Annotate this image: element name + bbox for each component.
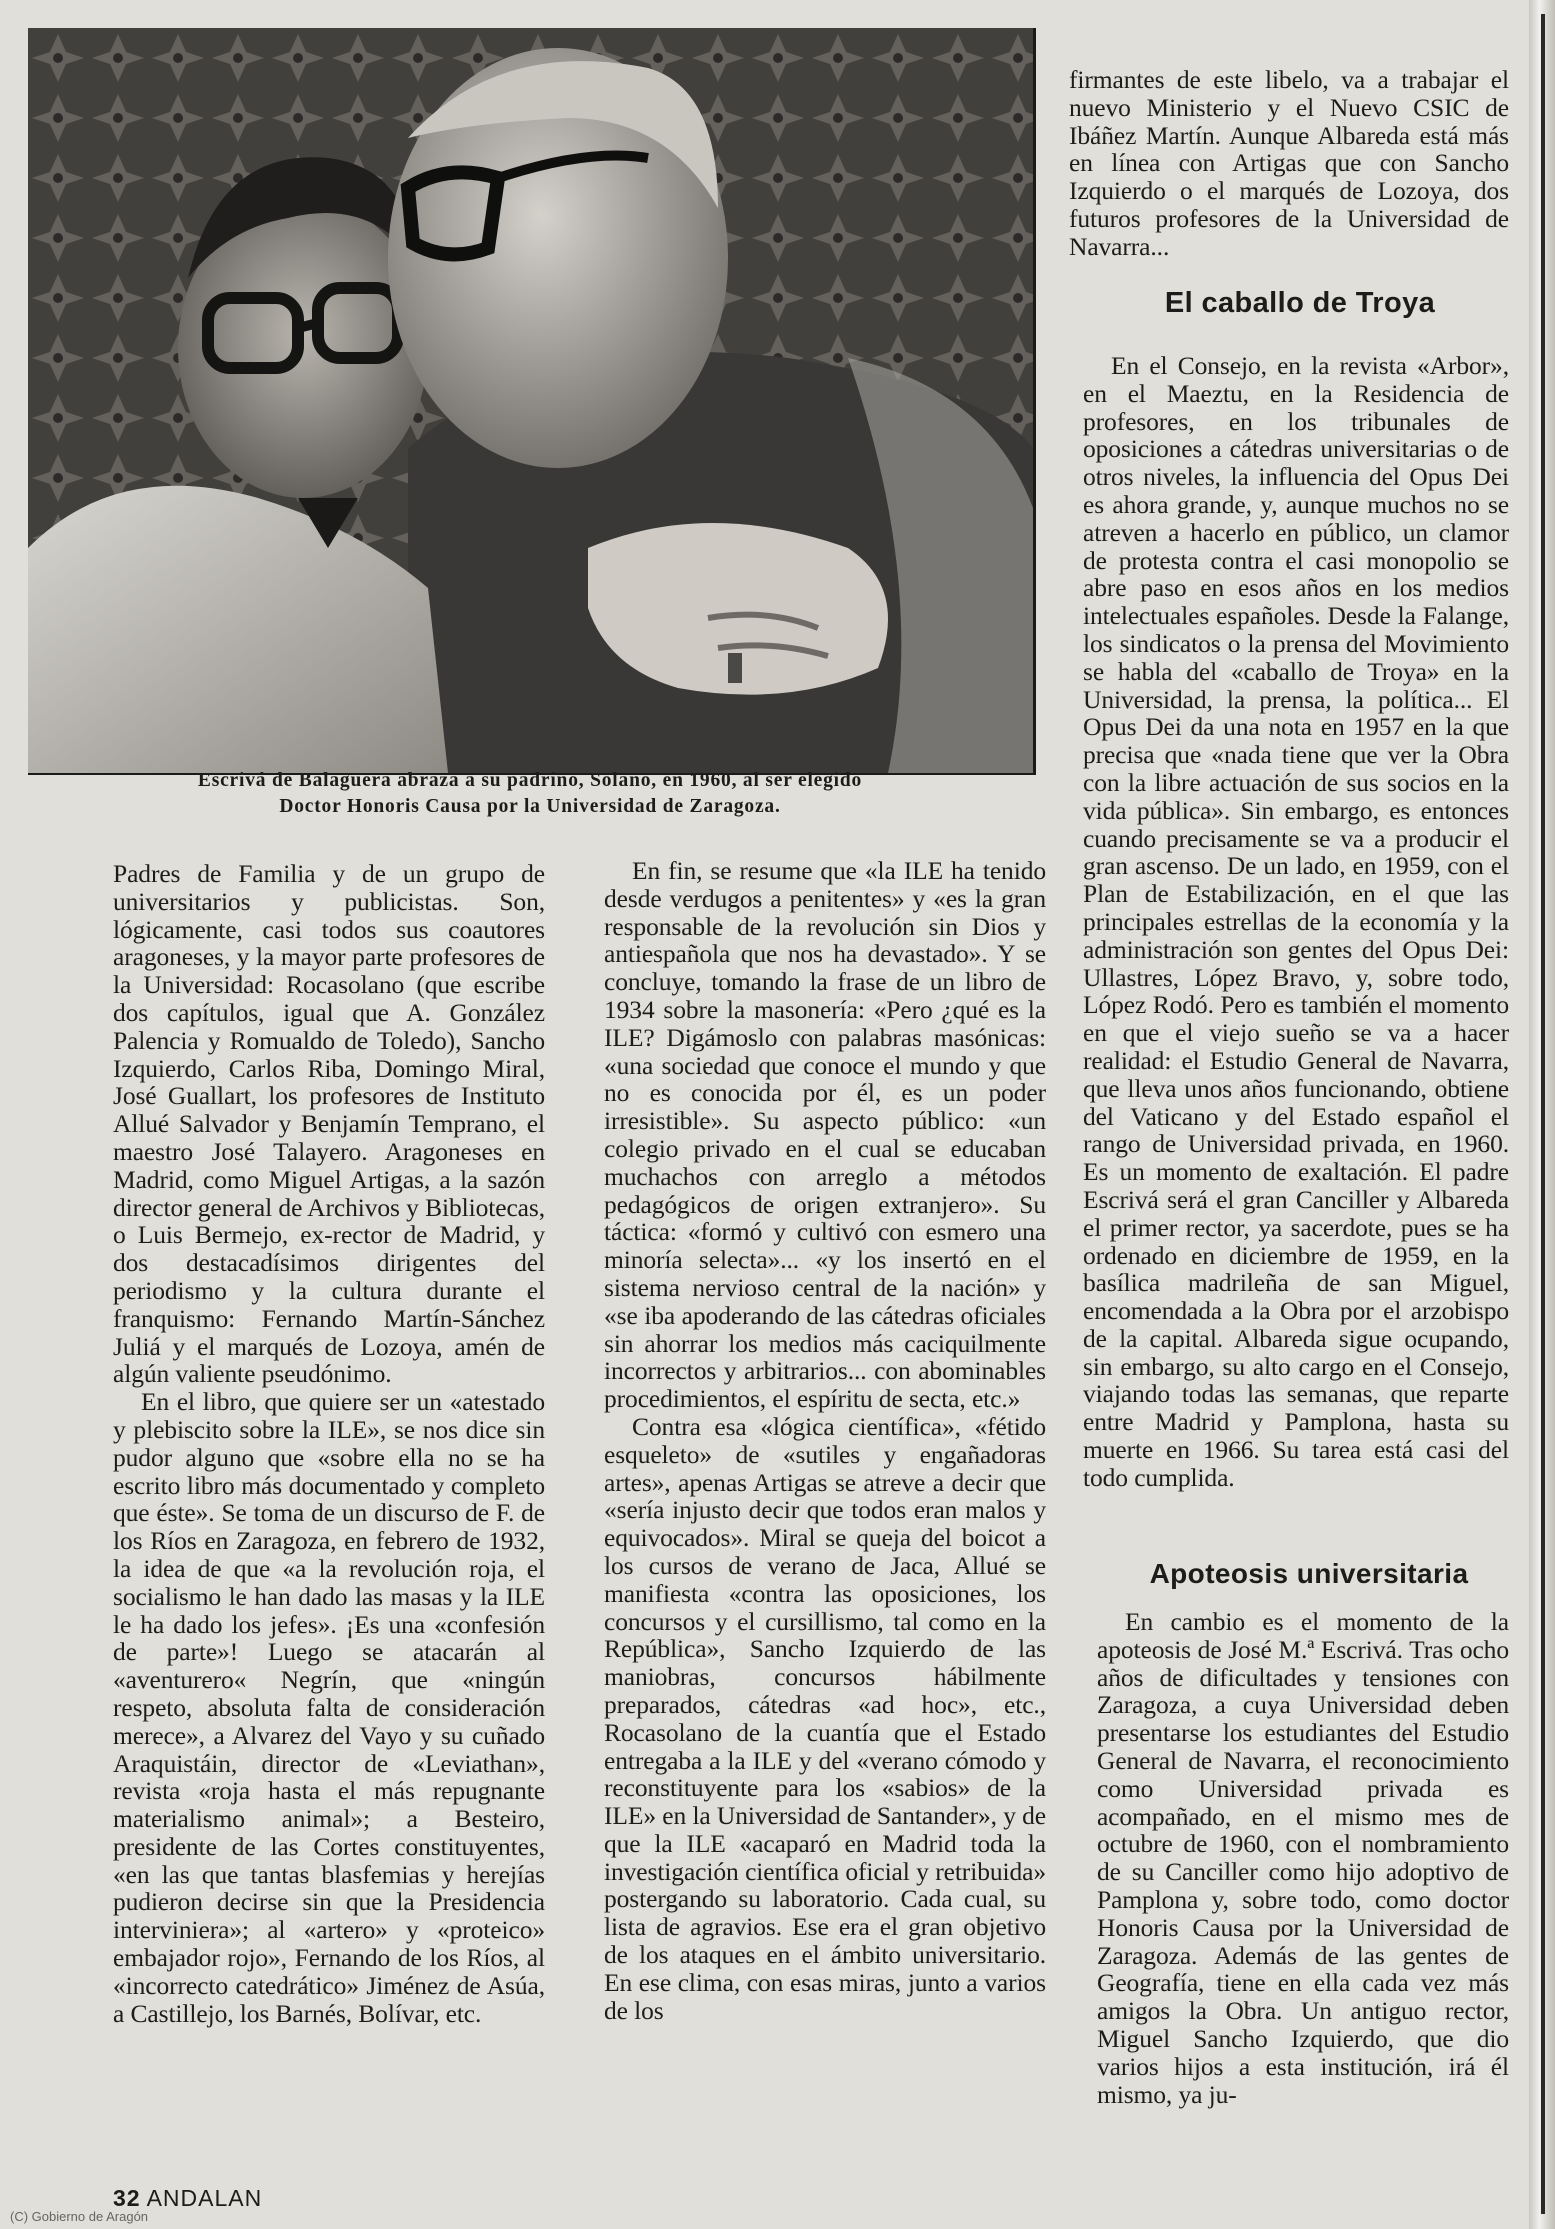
paragraph: Contra esa «lógica científica», «fétido esqueleto» de «sutiles y engañadoras artes», apenas Artigas se atreve a decir que «sería injusto decir que todos eran malos y equivocados». Miral se queja del boicot a los cursos de verano de Jaca, Allué se manifiesta «contra las oposiciones, los concursos y el cursillismo, tal como en la República», Sancho Izquierdo de las maniobras, concursos hábilmente preparados, cátedras «ad hoc», etc., Rocasolano de la cuantía que el Estado entregaba a la ILE y del «verano cómodo y reconstituyente para los «sabios» de la ILE» en la Universidad de Santander», y de que la ILE «acaparó en Madrid toda la investigación científica oficial y retribuida» postergando su laboratorio. Cada cual, su lista de agravios. Ese era el gran objetivo de los ataques en el ámbito universitario. En ese clima, con esas miras, junto a varios de los	[604, 1411, 1046, 2025]
page-number: 32	[113, 2185, 141, 2211]
paragraph: Padres de Familia y de un grupo de universitarios y publicistas. Son, lógicamente, casi todos sus coautores aragoneses, y la mayor parte profesores de la Universidad: Rocasolano (que escribe dos capítulos, igual que A. González Palencia y Romualdo de Toledo), Sancho Izquierdo, Carlos Riba, Domingo Miral, José Guallart, los profesores de Instituto Allué Salvador y Benjamín Temprano, el maestro José Talayero. Aragoneses en Madrid, como Miguel Artigas, a la sazón director general de Archivos y Bibliotecas, o Luis Bermejo, ex-rector de Madrid, y dos destacadísimos dirigentes del periodismo y la cultura durante el franquismo: Fernando Martín-Sánchez Juliá y el marqués de Lozoya, amén de algún valiente pseudónimo.	[113, 859, 545, 1389]
caption-line-1: Escrivá de Balaguera abraza a su padrino, Solano, en 1960, al ser elegido	[197, 770, 863, 791]
text-column-3-intro	[1069, 66, 1509, 261]
paragraph: En el libro, que quiere ser un «atestado y plebiscito sobre la ILE», se nos dice sin pudor alguno que «sobre ella no se ha escrito libro más documentado y completo que éste». Se toma de un discurso de F. de los Ríos en Zaragoza, en febrero de 1932, la idea de que «a la revolución roja, el socialismo le han dado las masas y la ILE le ha dado los jefes». ¡Es una «confesión de parte»! Luego se atacarán al «aventurero« Negrín, que «ningún respeto, absoluta falta de consideración merece», a Alvarez del Vayo y su cuñado Araquistáin, director de «Leviathan», revista «roja hasta el más repugnante materialismo animal»; a Besteiro, presidente de las Cortes constituyentes, «en las que tantas blasfemias y herejías pudieron decirse sin que la Presidencia interviniera»; al «artero» y «proteico» embajador rojo», Fernando de los Ríos, al «incorrecto catedrático» Jiménez de Asúa, a Castillejo, los Barnés, Bolívar, etc.	[113, 1387, 545, 2028]
text-column-3-section-2	[1097, 1608, 1509, 2108]
photo-illustration	[28, 28, 1033, 773]
text-column-2	[604, 857, 1046, 2024]
section-heading: El caballo de Troya	[1164, 287, 1436, 319]
section-heading: Apoteosis universitaria	[1149, 1558, 1469, 1589]
paragraph: En cambio es el momento de la apoteosis de José M.ª Escrivá. Tras ocho años de dificultades y tensiones con Zaragoza, a cuya Universidad deben presentarse los estudiantes del Estudio General de Navarra, el reconocimiento como Universidad privada es acompañado, en el mismo mes de octubre de 1960, con el nombramiento de su Canciller como hijo adoptivo de Pamplona y, sobre todo, como doctor Honoris Causa por la Universidad de Zaragoza. Además de las gentes de Geografía, tiene en ella cada vez más amigos la Obra. Un antiguo rector, Miguel Sancho Izquierdo, que dio varios hijos a esta institución, irá él mismo, ya ju-	[1097, 1607, 1509, 2109]
copyright-notice: (C) Gobierno de Aragón	[10, 2209, 149, 2224]
text-column-3-section-1	[1083, 352, 1509, 1492]
photo-caption	[60, 768, 1000, 820]
page-edge	[1529, 0, 1555, 2229]
caption-line-2: Doctor Honoris Causa por la Universidad de Zaragoza.	[279, 796, 781, 817]
text-column-1	[113, 860, 545, 2027]
paragraph: En el Consejo, en la revista «Arbor», en el Maeztu, en la Residencia de profesores, en los tribunales de oposiciones a cátedras universitarias o de otros niveles, la influencia del Opus Dei es ahora grande, y, aunque muchos no se atreven a hacerlo en público, un clamor de protesta contra el casi monopolio se abre paso en esos años en los medios intelectuales españoles. Desde la Falange, los sindicatos o la prensa del Movimiento se habla del «caballo de Troya» en la Universidad, la prensa, la política... El Opus Dei da una nota en 1957 en la que precisa que «nada tiene que ver la Obra con la libre actuación de sus socios en la vida pública». Sin embargo, es entonces cuando precisamente se va a producir el gran ascenso. De un lado, en 1959, con el Plan de Estabilización, en el que las principales estrellas de la economía y la administración son gentes del Opus Dei: Ullastres, López Bravo, y, sobre todo, López Rodó. Pero es también el momento en que el viejo sueño se va a hacer realidad: el Estudio General de Navarra, que lleva unos años funcionando, obtiene del Vaticano y del Estado español el rango de Universidad privada, en 1960. Es un momento de exaltación. El padre Escrivá será el gran Canciller y Albareda el primer rector, ya sacerdote, pues se ha ordenado en diciembre de 1959, en la basílica madrileña de san Miguel, encomendada a la Obra por el arzobispo de la capital. Albareda sigue ocupando, sin embargo, su alto cargo en el Consejo, viajando todas las semanas, que reparte entre Madrid y Pamplona, hasta su muerte en 1966. Su tarea está casi del todo cumplida.	[1083, 351, 1509, 1492]
publication-name: ANDALAN	[146, 2185, 263, 2211]
photograph	[28, 28, 1036, 775]
page-folio	[113, 2185, 262, 2212]
paragraph: En fin, se resume que «la ILE ha tenido desde verdugos a penitentes» y «es la gran responsable de la revolución sin Dios y antiespañola que nos ha devastado». Y se concluye, tomando la frase de un libro de 1934 sobre la masonería: «Pero ¿qué es la ILE? Digámoslo con palabras masónicas: «una sociedad que conoce el mundo y que no es conocida por él, es un poder irresistible». Su aspecto público: «un colegio privado en el cual se educaban muchachos con arreglo a métodos pedagógicos de origen extranjero». Su táctica: «formó y cultivó con esmero una minoría selecta»... «y los insertó en el sistema nervioso central de la nación» y «se iba apoderando de las cátedras oficiales sin ahorrar los medios más caciquilmente incorrectos y arbitrarios... con abominables procedimientos, el espíritu de secta, etc.»	[604, 856, 1046, 1414]
paragraph: firmantes de este libelo, va a trabajar el nuevo Ministerio y el Nuevo CSIC de Ibáñez Martín. Aunque Albareda está más en línea con Artigas que con Sancho Izquierdo o el marqués de Lozoya, dos futuros profesores de la Universidad de Navarra...	[1069, 65, 1509, 261]
